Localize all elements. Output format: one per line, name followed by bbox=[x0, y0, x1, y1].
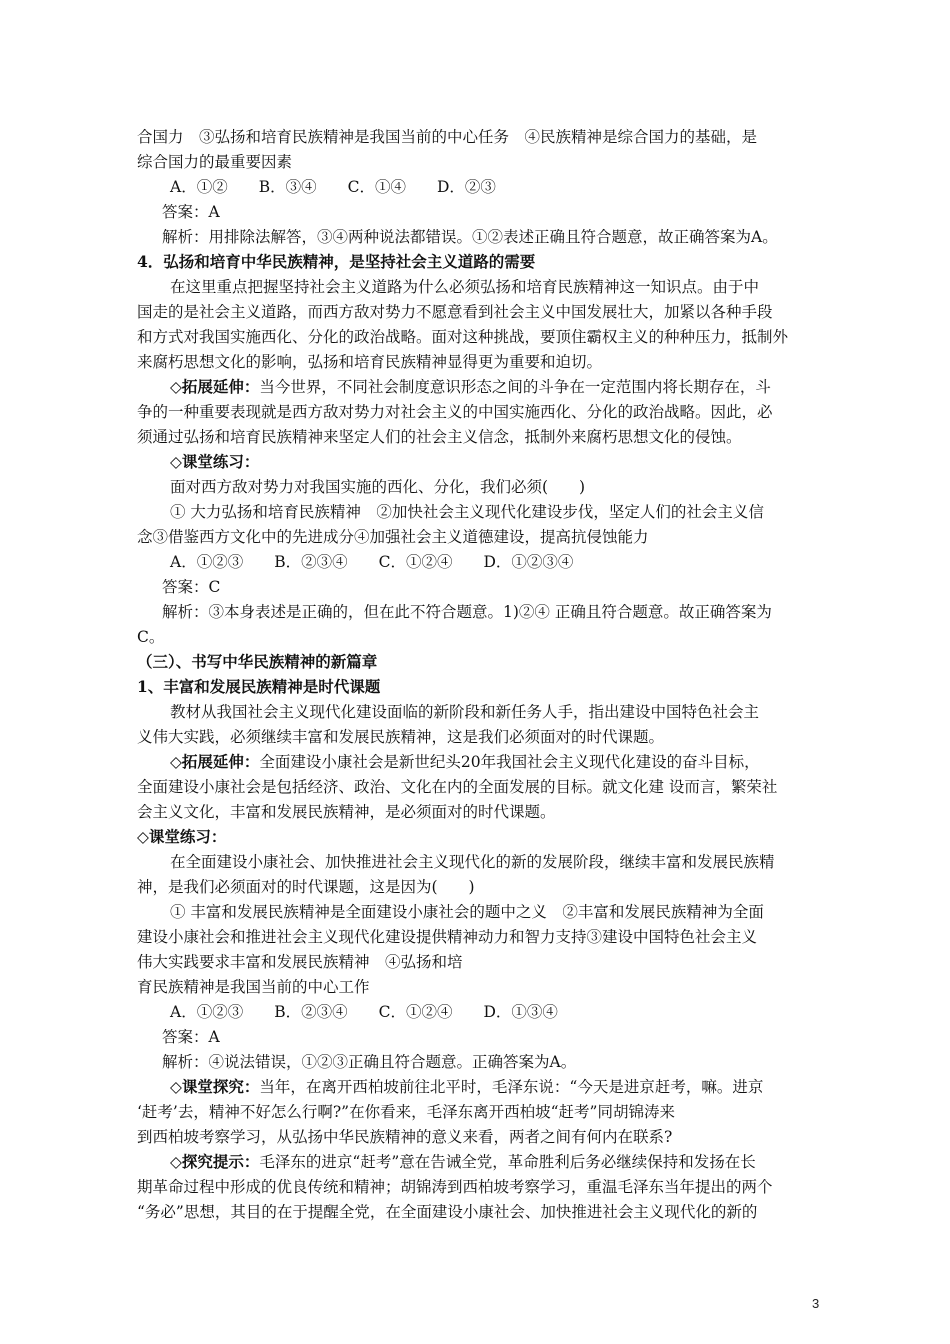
text-line: 到西柏坡考察学习，从弘扬中华民族精神的意义来看，两者之间有何内在联系? bbox=[137, 1128, 673, 1146]
answer-line: 答案：A bbox=[162, 203, 220, 221]
text-line: ① 丰富和发展民族精神是全面建设小康社会的题中之义 ②丰富和发展民族精神为全面 bbox=[170, 903, 764, 921]
analysis-line: 解析：用排除法解答，③④两种说法都错误。①②表述正确且符合题意，故正确答案为A。 bbox=[162, 228, 778, 246]
text-line: 国走的是社会主义道路，而西方敌对势力不愿意看到社会主义中国发展壮大，加紧以各种手段 bbox=[137, 303, 773, 321]
answer-options: A．①② B．③④ C．①④ D．②③ bbox=[170, 178, 496, 196]
exercise-heading: ◇课堂练习： bbox=[137, 827, 227, 846]
text-line: 在这里重点把握坚持社会主义道路为什么必须弘扬和培育民族精神这一知识点。由于中 bbox=[170, 278, 760, 296]
analysis-line: 解析：④说法错误，①②③正确且符合题意。正确答案为A。 bbox=[162, 1053, 577, 1071]
section-heading: （三）、书写中华民族精神的新篇章 bbox=[137, 652, 378, 671]
text-line: 会主义文化，丰富和发展民族精神，是必须面对的时代课题。 bbox=[137, 803, 556, 821]
answer-options: A．①②③ B．②③④ C．①②④ D．①②③④ bbox=[170, 553, 574, 571]
section-heading: 4．弘扬和培育中华民族精神，是坚持社会主义道路的需要 bbox=[137, 252, 536, 271]
text-line: 伟大实践要求丰富和发展民族精神 ④弘扬和培 bbox=[137, 953, 463, 971]
question-line: 面对西方敌对势力对我国实施的西化、分化，我们必须( ) bbox=[170, 478, 586, 496]
text-line: 念③借鉴西方文化中的先进成分④加强社会主义道德建设，提高抗侵蚀能力 bbox=[137, 528, 649, 546]
text-line: 期革命过程中形成的优良传统和精神；胡锦涛到西柏坡考察学习，重温毛泽东当年提出的两个 bbox=[137, 1178, 773, 1196]
exercise-heading: ◇课堂练习： bbox=[170, 452, 260, 471]
text-line: C。 bbox=[137, 628, 165, 646]
lead-in-marker: ◇拓展延伸： bbox=[170, 752, 260, 771]
text-line: 综合国力的最重要因素 bbox=[137, 153, 293, 171]
text-line: 建设小康社会和推进社会主义现代化建设提供精神动力和智力支持③建设中国特色社会主义 bbox=[137, 928, 758, 946]
text-line: 争的一种重要表现就是西方敌对势力对社会主义的中国实施西化、分化的政治战略。因此，必 bbox=[137, 403, 773, 421]
lead-in-marker: ◇拓展延伸： bbox=[170, 377, 260, 396]
page-number: 3 bbox=[812, 1296, 820, 1311]
analysis-line: 解析：③本身表述是正确的，但在此不符合题意。1)②④ 正确且符合题意。故正确答案为 bbox=[162, 603, 772, 621]
section-heading: 1、丰富和发展民族精神是时代课题 bbox=[137, 677, 381, 696]
lead-in-marker: ◇探究提示： bbox=[170, 1152, 260, 1171]
text-line: ① 大力弘扬和培育民族精神 ②加快社会主义现代化建设步伐，坚定人们的社会主义信 bbox=[170, 503, 764, 521]
hint-line: ◇探究提示：毛泽东的进京“赶考”意在告诫全党，革命胜利后务必继续保持和发扬在长 bbox=[170, 1152, 756, 1171]
question-line: 在全面建设小康社会、加快推进社会主义现代化的新的发展阶段，继续丰富和发展民族精 bbox=[170, 853, 775, 871]
text-line: 神，是我们必须面对的时代课题，这是因为( ) bbox=[137, 878, 475, 896]
answer-line: 答案：C bbox=[162, 578, 221, 596]
text-line: 全面建设小康社会是包括经济、政治、文化在内的全面发展的目标。就文化建 设而言，繁荣社 bbox=[137, 778, 778, 796]
text-line: 须通过弘扬和培育民族精神来坚定人们的社会主义信念，抵制外来腐朽思想文化的侵蚀。 bbox=[137, 428, 742, 446]
text-line: “务必”思想，其目的在于提醒全党，在全面建设小康社会、加快推进社会主义现代化的新的 bbox=[137, 1203, 758, 1221]
extension-line: ◇拓展延伸：全面建设小康社会是新世纪头20年我国社会主义现代化建设的奋斗目标， bbox=[170, 752, 760, 771]
text-line: 来腐朽思想文化的影响，弘扬和培育民族精神显得更为重要和迫切。 bbox=[137, 353, 603, 371]
inquiry-line: ◇课堂探究：当年，在离开西柏坡前往北平时，毛泽东说：“今天是进京赶考，嘛。进京 bbox=[170, 1077, 764, 1096]
text-line: 义伟大实践，必须继续丰富和发展民族精神，这是我们必须面对的时代课题。 bbox=[137, 728, 665, 746]
answer-options: A．①②③ B．②③④ C．①②④ D．①③④ bbox=[170, 1003, 558, 1021]
text-line: 教材从我国社会主义现代化建设面临的新阶段和新任务人手，指出建设中国特色社会主 bbox=[170, 703, 760, 721]
text-line: 合国力 ③弘扬和培育民族精神是我国当前的中心任务 ④民族精神是综合国力的基础，是 bbox=[137, 128, 758, 146]
lead-in-marker: ◇课堂探究： bbox=[170, 1077, 260, 1096]
text-line: 育民族精神是我国当前的中心工作 bbox=[137, 978, 370, 996]
extension-line: ◇拓展延伸：当今世界，不同社会制度意识形态之间的斗争在一定范围内将长期存在，斗 bbox=[170, 377, 771, 396]
answer-line: 答案：A bbox=[162, 1028, 220, 1046]
text-line: ‘赶考’去，精神不好怎么行啊?”在你看来，毛泽东离开西柏坡“赶考”同胡锦涛来 bbox=[137, 1103, 675, 1121]
text-line: 和方式对我国实施西化、分化的政治战略。面对这种挑战，要顶住霸权主义的种种压力，抵制外 bbox=[137, 328, 789, 346]
